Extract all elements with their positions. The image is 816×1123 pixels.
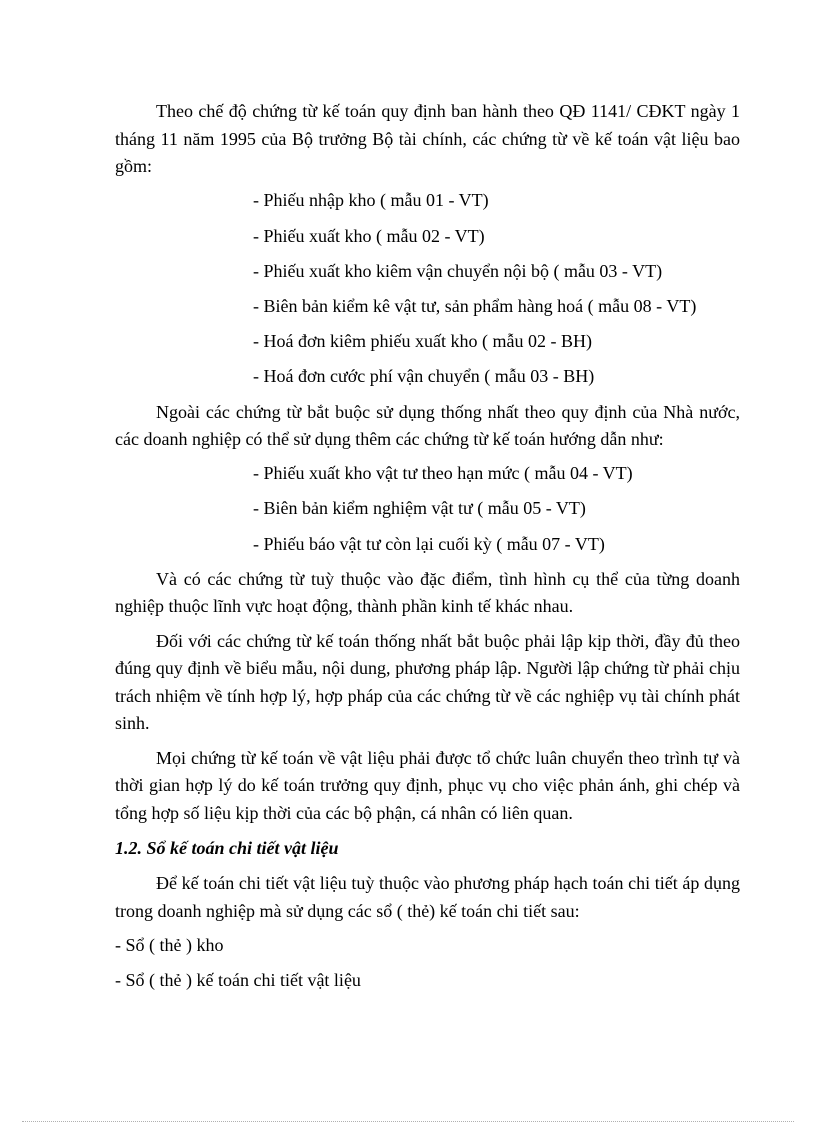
paragraph-responsibility: Đối với các chứng từ kế toán thống nhất bắt buộc phải lập kịp thời, đầy đủ theo đúng quy định về biểu mẫu, nội dung, phương pháp lập. Người lập chứng từ phải chịu trách nhiệm về tính hợp lý, hợp pháp của các chứng từ về các nghiệp vụ tài chính phát sinh. [115,630,740,734]
page-bottom-divider [22,1121,794,1122]
list-item: - Hoá đơn cước phí vận chuyển ( mẫu 03 - BH) [253,366,595,387]
paragraph-ledgers: Để kế toán chi tiết vật liệu tuỳ thuộc vào phương pháp hạch toán chi tiết áp dụng trong doanh nghiệp mà sử dụng các sổ ( thẻ) kế toán chi tiết sau: [115,872,740,921]
list-item: - Biên bản kiểm nghiệm vật tư ( mẫu 05 - VT) [253,498,586,519]
list-item: - Phiếu báo vật tư còn lại cuối kỳ ( mẫu 07 - VT) [253,533,605,554]
guidance-documents-list [115,460,740,558]
list-item: - Sổ ( thẻ ) kế toán chi tiết vật liệu [115,969,361,990]
paragraph-other-documents: Và có các chứng từ tuỳ thuộc vào đặc điểm, tình hình cụ thể của từng doanh nghiệp thuộc lĩnh vực hoạt động, thành phần kinh tế khác nhau. [115,568,740,617]
paragraph-circulation: Mọi chứng từ kế toán về vật liệu phải được tổ chức luân chuyển theo trình tự và thời gian hợp lý do kế toán trưởng quy định, phục vụ cho việc phản ánh, ghi chép và tổng hợp số liệu kịp thời của các bộ phận, cá nhân có liên quan. [115,747,740,823]
list-item: - Sổ ( thẻ ) kho [115,934,224,955]
mandatory-documents-list [115,187,740,391]
list-item: - Phiếu xuất kho ( mẫu 02 - VT) [253,225,485,246]
ledgers-list [115,932,740,995]
document-body [115,98,740,1002]
list-item: - Phiếu nhập kho ( mẫu 01 - VT) [253,190,489,211]
paragraph-intro: Theo chế độ chứng từ kế toán quy định ban hành theo QĐ 1141/ CĐKT ngày 1 tháng 11 năm 1995 của Bộ trưởng Bộ tài chính, các chứng từ về kế toán vật liệu bao gồm: [115,101,740,177]
paragraph-guidance-documents: Ngoài các chứng từ bắt buộc sử dụng thống nhất theo quy định của Nhà nước, các doanh nghiệp có thể sử dụng thêm các chứng từ kế toán hướng dẫn như: [115,401,740,450]
list-item: - Phiếu xuất kho kiêm vận chuyển nội bộ ( mẫu 03 - VT) [253,260,663,281]
list-item: - Biên bản kiểm kê vật tư, sản phẩm hàng hoá ( mẫu 08 - VT) [253,295,697,316]
list-item: - Phiếu xuất kho vật tư theo hạn mức ( mẫu 04 - VT) [253,463,633,484]
section-heading: 1.2. Sổ kế toán chi tiết vật liệu [115,838,339,859]
list-item: - Hoá đơn kiêm phiếu xuất kho ( mẫu 02 - BH) [253,331,592,352]
